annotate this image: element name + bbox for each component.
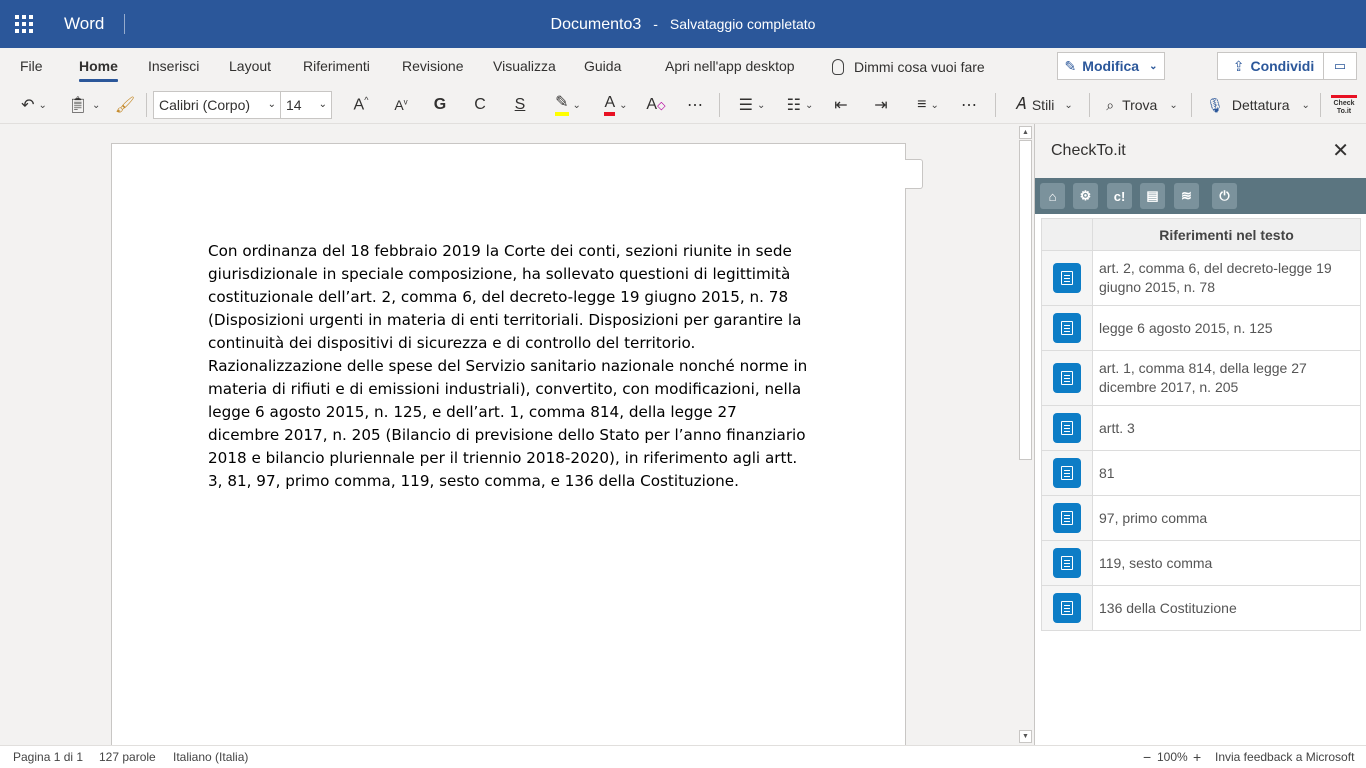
ribbon-toolbar <box>0 86 1366 124</box>
document-icon[interactable] <box>1053 313 1081 343</box>
find-button[interactable] <box>1100 86 1184 124</box>
grow-font-icon: A^ <box>353 95 369 114</box>
increase-indent-button[interactable] <box>869 86 893 124</box>
word-count[interactable]: 127 parole <box>99 750 156 764</box>
chevron-down-icon: ⌄ <box>572 99 581 111</box>
pdf-icon[interactable]: ▤ <box>1140 183 1165 209</box>
decrease-indent-button[interactable] <box>829 86 853 124</box>
chevron-down-icon: ⌄ <box>756 99 766 111</box>
feedback-link[interactable]: Invia feedback a Microsoft <box>1215 750 1355 764</box>
share-label: Condividi <box>1250 58 1315 74</box>
toolbar-divider <box>995 93 996 117</box>
table-row <box>1042 406 1361 451</box>
shrink-font-button[interactable] <box>386 86 416 124</box>
title-separator: - <box>653 16 658 32</box>
scroll-up-icon[interactable]: ▲ <box>1019 126 1032 139</box>
chevron-down-icon: ⌄ <box>930 99 939 111</box>
page-side-tab <box>905 159 923 189</box>
edit-mode-button[interactable] <box>1057 52 1165 80</box>
toolbar-divider <box>1089 93 1090 117</box>
row-icon-cell <box>1042 451 1093 496</box>
page-count: Pagina 1 di 1 <box>13 750 84 764</box>
table-row <box>1042 586 1361 631</box>
vertical-scrollbar[interactable] <box>1017 124 1034 745</box>
checkto-c-button[interactable]: c! <box>1107 183 1132 209</box>
open-desktop-app-link[interactable]: Apri nell'app desktop <box>665 58 795 74</box>
reference-text: 97, primo comma <box>1093 496 1361 541</box>
shrink-font-icon: $A^v$ <box>394 97 408 113</box>
document-icon[interactable] <box>1053 263 1081 293</box>
toolbar-divider <box>719 93 720 117</box>
chevron-down-icon: ⌄ <box>318 99 327 110</box>
tab-review[interactable]: Revisione <box>402 58 464 74</box>
font-name-select[interactable] <box>153 91 281 119</box>
styles-icon: 𝐴 <box>1015 96 1026 113</box>
checkto-addin-button[interactable] <box>1326 86 1362 124</box>
numbered-list-icon: ☷ <box>786 97 801 114</box>
outdent-icon: ⇤ <box>834 97 848 114</box>
lightbulb-icon <box>832 59 844 75</box>
table-row <box>1042 451 1361 496</box>
document-icon[interactable] <box>1053 458 1081 488</box>
table-row <box>1042 306 1361 351</box>
font-color-icon: A <box>604 94 615 116</box>
styles-button[interactable] <box>1008 86 1080 124</box>
chevron-down-icon: ⌄ <box>91 99 101 111</box>
document-canvas <box>0 124 1034 745</box>
chevron-down-icon: ⌄ <box>804 99 814 111</box>
panel-title: CheckTo.it <box>1051 142 1126 159</box>
checkto-logo: Check To.it <box>1331 95 1357 116</box>
chevron-down-icon: ⌄ <box>38 99 47 111</box>
font-name-value: Calibri (Corpo) <box>159 97 251 113</box>
chevron-down-icon: ⌄ <box>1169 99 1178 111</box>
document-icon[interactable] <box>1053 413 1081 443</box>
document-icon[interactable] <box>1053 363 1081 393</box>
table-header-icon-column <box>1042 219 1093 251</box>
row-icon-cell <box>1042 251 1093 306</box>
table-row <box>1042 351 1361 406</box>
format-painter-button[interactable] <box>112 86 138 124</box>
tab-insert[interactable]: Inserisci <box>148 58 200 74</box>
more-font-options-button[interactable] <box>682 86 708 124</box>
reference-text: 136 della Costituzione <box>1093 586 1361 631</box>
reference-text: art. 2, comma 6, del decreto-legge 19 giugno 2015, n. 78 <box>1093 251 1361 306</box>
dictation-label: Dettatura <box>1231 97 1290 113</box>
font-size-value: 14 <box>286 97 302 113</box>
search-icon: ⌕ <box>1106 96 1115 113</box>
chevron-down-icon: ⌄ <box>267 99 276 110</box>
database-icon[interactable]: ≋ <box>1174 183 1199 209</box>
clear-formatting-icon: A◇ <box>646 96 666 113</box>
dictation-button[interactable] <box>1204 86 1312 124</box>
table-row <box>1042 541 1361 586</box>
status-bar <box>0 745 1366 768</box>
chevron-down-icon: ⌄ <box>1149 60 1158 72</box>
numbering-button[interactable] <box>781 86 819 124</box>
zoom-level[interactable]: 100% <box>1157 750 1188 764</box>
undo-button[interactable] <box>14 86 54 124</box>
share-button[interactable] <box>1217 52 1330 80</box>
reference-text: art. 1, comma 814, della legge 27 dicembre 2017, n. 205 <box>1093 351 1361 406</box>
pencil-icon: ✎ <box>1064 57 1077 74</box>
scroll-down-icon[interactable]: ▼ <box>1019 730 1032 743</box>
scroll-thumb[interactable] <box>1019 140 1032 460</box>
tab-references[interactable]: Riferimenti <box>303 58 370 74</box>
tab-file[interactable]: File <box>20 58 43 74</box>
tab-home[interactable]: Home <box>79 48 118 86</box>
undo-icon: ↶ <box>21 97 35 114</box>
align-left-icon: ≡ <box>917 96 927 113</box>
row-icon-cell <box>1042 406 1093 451</box>
bullet-list-icon: ☰ <box>738 97 753 114</box>
font-color-button[interactable] <box>596 86 636 124</box>
ellipsis-icon: ⋯ <box>687 97 703 114</box>
references-table <box>1041 218 1361 631</box>
microphone-icon: 🎙︎ <box>1206 96 1224 113</box>
row-icon-cell <box>1042 541 1093 586</box>
reference-text: legge 6 agosto 2015, n. 125 <box>1093 306 1361 351</box>
table-header-references: Riferimenti nel testo <box>1093 219 1361 251</box>
row-icon-cell <box>1042 586 1093 631</box>
table-row <box>1042 496 1361 541</box>
styles-label: Stili <box>1031 97 1055 113</box>
paintbrush-icon: 🖌︎ <box>114 97 136 114</box>
title-bar <box>0 0 1366 48</box>
highlighter-icon: ✎ <box>555 94 568 116</box>
document-icon[interactable] <box>1053 593 1081 623</box>
toolbar-divider <box>1320 93 1321 117</box>
align-button[interactable] <box>909 86 947 124</box>
document-icon[interactable] <box>1053 548 1081 578</box>
grow-font-button[interactable] <box>346 86 376 124</box>
reference-text: artt. 3 <box>1093 406 1361 451</box>
underline-button[interactable]: S <box>514 96 526 113</box>
reference-text: 81 <box>1093 451 1361 496</box>
find-label: Trova <box>1122 97 1158 113</box>
more-paragraph-options-button[interactable] <box>956 86 982 124</box>
zoom-in-button[interactable]: + <box>1193 749 1202 765</box>
table-row <box>1042 251 1361 306</box>
comments-button[interactable] <box>1323 52 1357 80</box>
highlight-button[interactable] <box>548 86 588 124</box>
edit-mode-label: Modifica <box>1082 58 1140 74</box>
power-icon[interactable]: ⏻ <box>1212 183 1237 209</box>
toolbar-divider <box>146 93 147 117</box>
panel-header <box>1035 124 1366 178</box>
row-icon-cell <box>1042 351 1093 406</box>
document-page[interactable] <box>111 143 906 763</box>
document-title <box>0 0 1366 49</box>
tab-view[interactable]: Visualizza <box>493 58 556 74</box>
clipboard-icon: 📋︎ <box>67 97 88 114</box>
save-status: Salvataggio completato <box>669 16 816 32</box>
zoom-out-button[interactable]: − <box>1143 749 1152 765</box>
toolbar-divider <box>1191 93 1192 117</box>
indent-icon: ⇥ <box>874 97 888 114</box>
clear-formatting-button[interactable] <box>644 86 668 124</box>
tab-layout[interactable]: Layout <box>229 58 272 74</box>
home-icon[interactable]: ⌂ <box>1040 183 1065 209</box>
close-icon[interactable]: ✕ <box>1332 140 1349 162</box>
chevron-down-icon: ⌄ <box>1301 99 1310 111</box>
tell-me-label: Dimmi cosa vuoi fare <box>854 59 985 75</box>
chevron-down-icon: ⌄ <box>619 99 628 111</box>
chevron-down-icon: ⌄ <box>1064 99 1073 111</box>
paste-button[interactable] <box>64 86 104 124</box>
app-name[interactable]: Word <box>64 14 105 33</box>
row-icon-cell <box>1042 306 1093 351</box>
document-body[interactable]: Con ordinanza del 18 febbraio 2019 la Corte dei conti, sezioni riunite in sede giurisdizionale in speciale composizione, ha sollevato questioni di legittimità costituzionale dell’art. 2, comma 6, del decreto-legge 19 giugno 2015, n. 78 (Disposizioni urgenti in materia di enti territoriali. Disposizioni per garantire la continuità dei dispositivi di sicurezza e di controllo del territorio. Razionalizzazione delle spese del Servizio sanitario nazionale nonché norme in materia di rifiuti e di emissioni industriali), convertito, con modificazioni, nella legge 6 agosto 2015, n. 125, e dell’art. 1, comma 814, della legge 27 dicembre 2017, n. 205 (Bilancio di previsione dello Stato per l’anno finanziario 2018 e bilancio pluriennale per il triennio 2018-2020), in riferimento agli artt. 3, 81, 97, primo comma, 119, sesto comma, e 136 della Costituzione. <box>208 242 808 490</box>
tell-me-search[interactable] <box>832 48 985 86</box>
reference-text: 119, sesto comma <box>1093 541 1361 586</box>
checkto-panel <box>1034 124 1366 745</box>
document-name[interactable]: Documento3 <box>550 16 642 33</box>
table-header-row <box>1042 219 1361 251</box>
tab-help[interactable]: Guida <box>584 58 622 74</box>
language-indicator[interactable]: Italiano (Italia) <box>173 750 249 764</box>
italic-button[interactable]: C <box>474 96 486 113</box>
gear-icon[interactable]: ⚙ <box>1073 183 1098 209</box>
row-icon-cell <box>1042 496 1093 541</box>
document-icon[interactable] <box>1053 503 1081 533</box>
ellipsis-icon: ⋯ <box>961 97 977 114</box>
bullets-button[interactable] <box>733 86 771 124</box>
bold-button[interactable]: G <box>433 96 447 113</box>
panel-toolbar <box>1035 178 1366 214</box>
comment-icon: ▭ <box>1333 58 1347 73</box>
share-icon: ⇪ <box>1232 57 1245 74</box>
font-size-select[interactable] <box>280 91 332 119</box>
